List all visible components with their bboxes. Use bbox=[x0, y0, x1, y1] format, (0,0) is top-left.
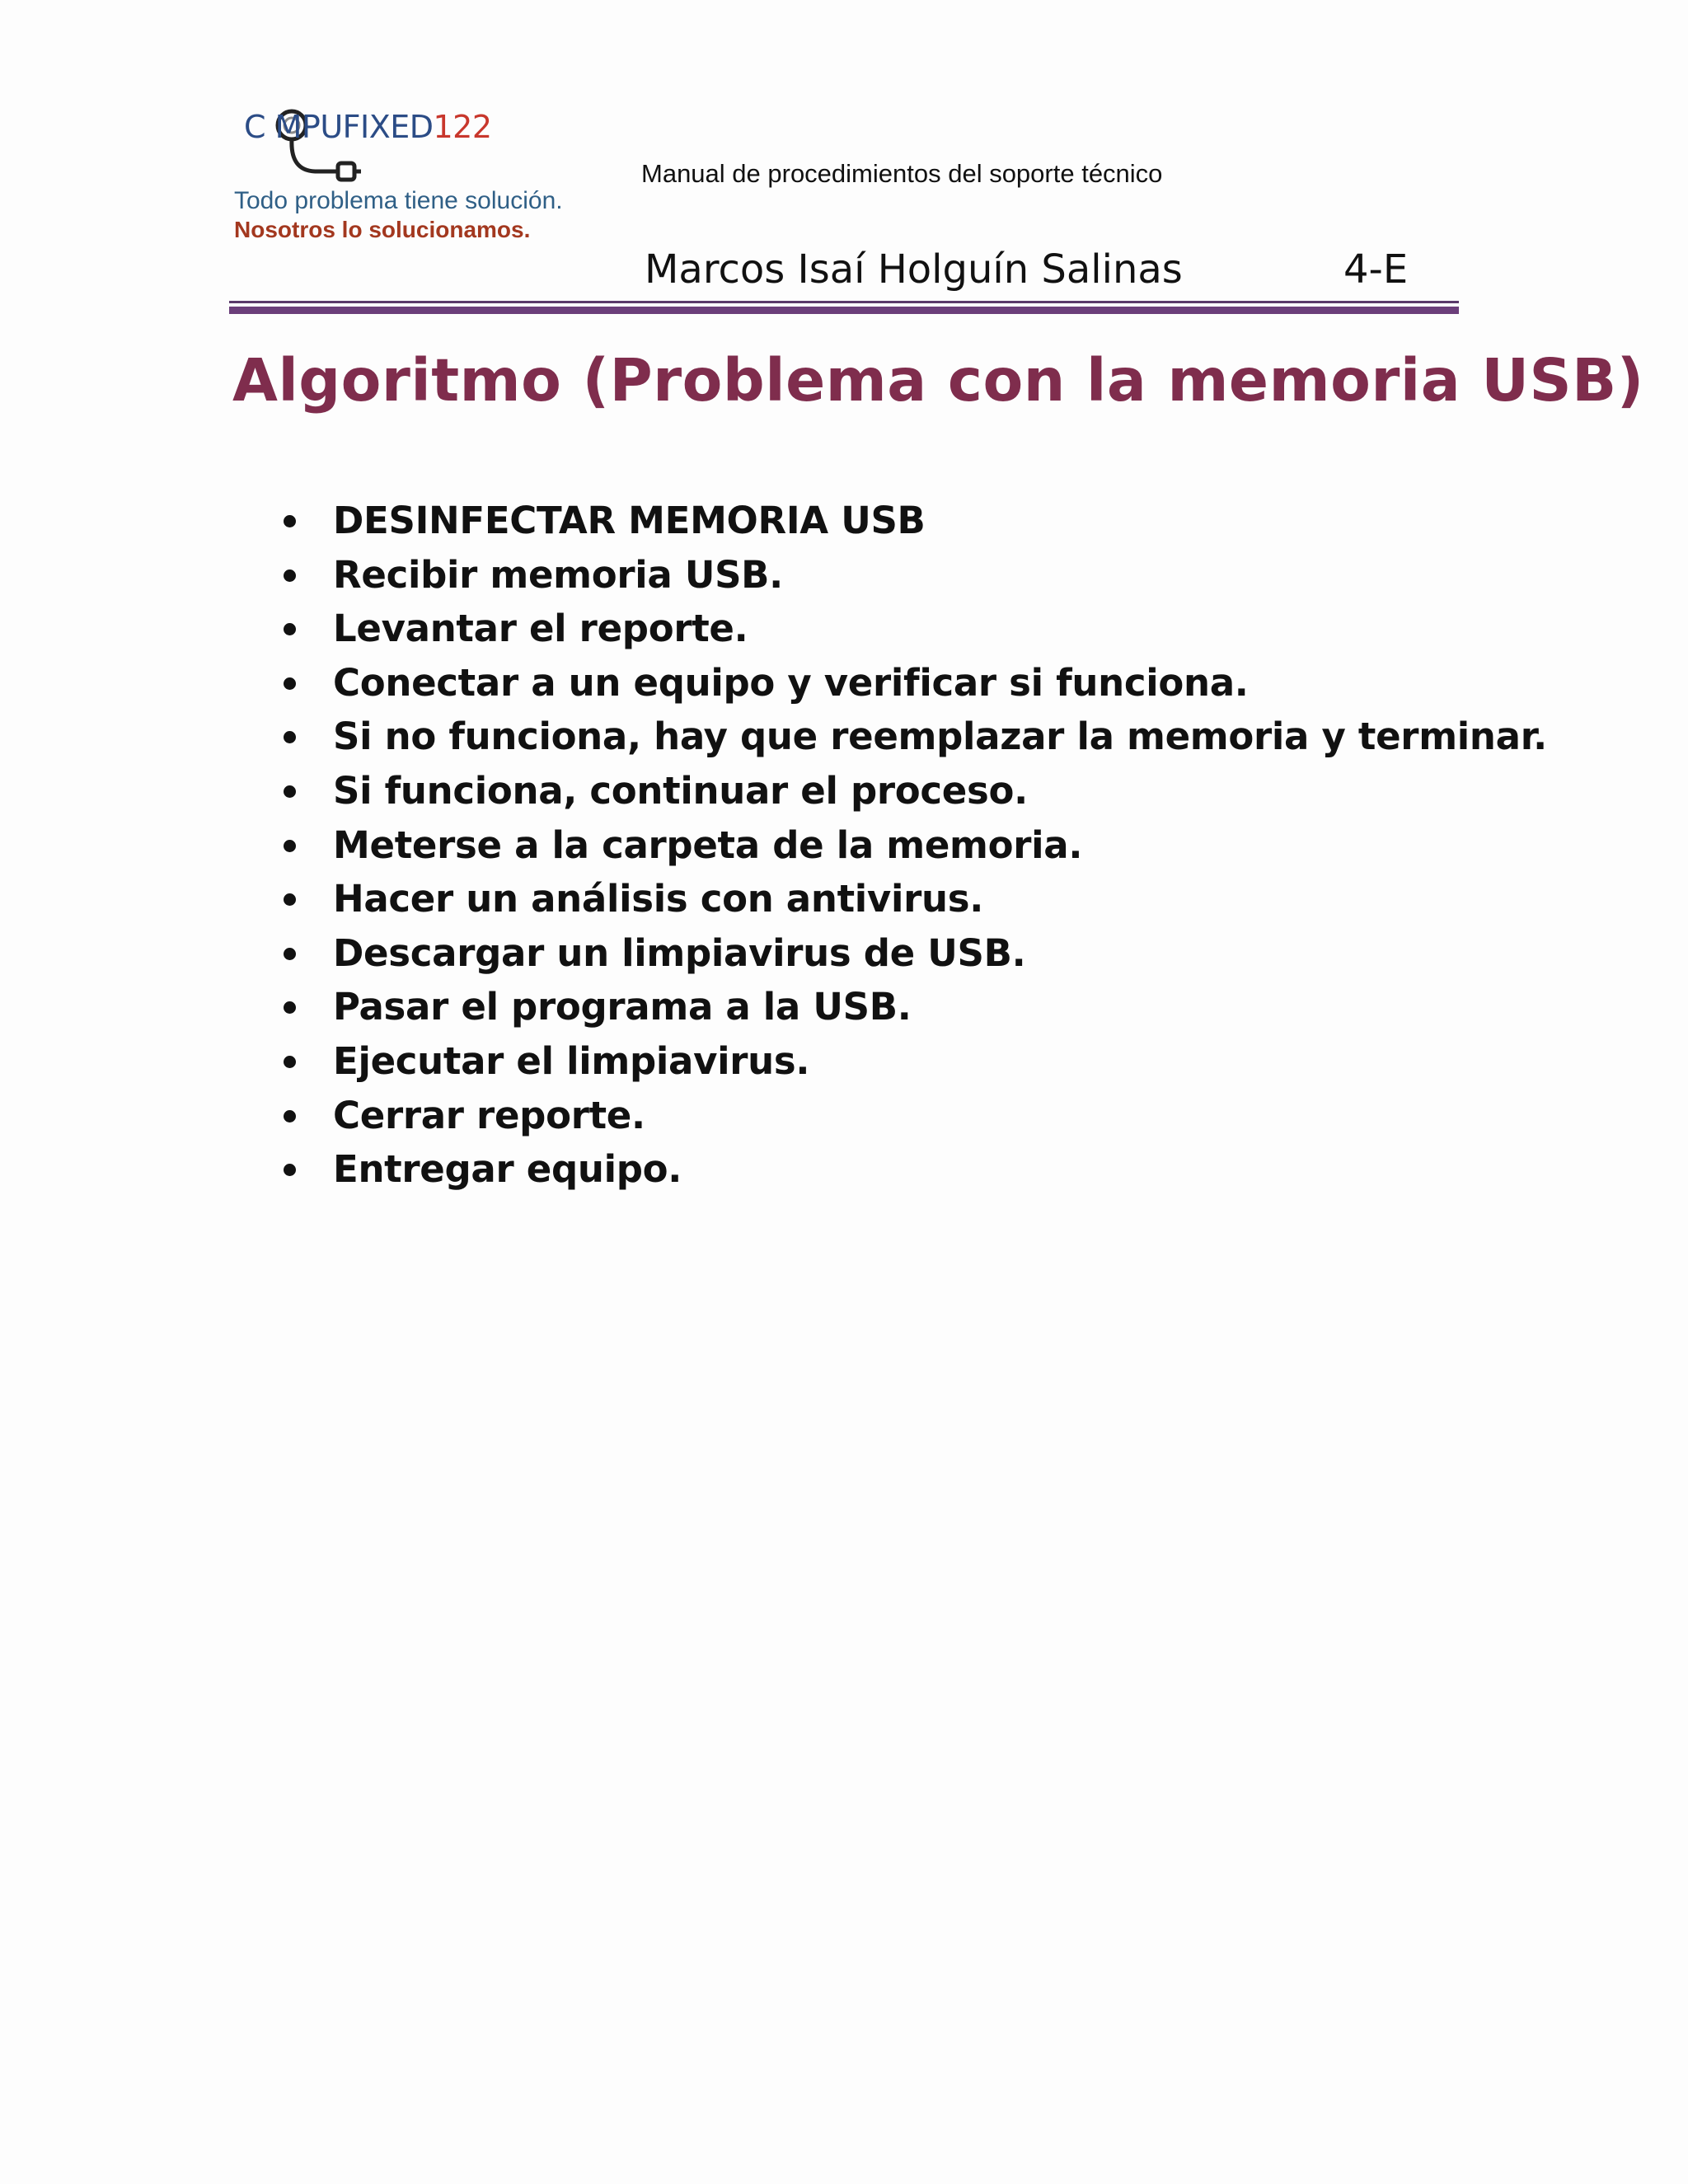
step-text: Cerrar reporte. bbox=[333, 1093, 645, 1137]
header-divider-thick bbox=[229, 307, 1459, 314]
list-item bbox=[280, 604, 1547, 658]
bullet-icon bbox=[284, 731, 296, 743]
step-text: Si funciona, continuar el proceso. bbox=[333, 768, 1028, 813]
tagline-line-1: Todo problema tiene solución. bbox=[234, 187, 563, 214]
bullet-icon bbox=[284, 840, 296, 852]
list-item bbox=[280, 496, 1547, 551]
list-item bbox=[280, 874, 1547, 929]
group-label: 4-E bbox=[1343, 246, 1409, 293]
step-text: Entregar equipo. bbox=[333, 1147, 682, 1192]
author-name: Marcos Isaí Holguín Salinas bbox=[645, 246, 1183, 293]
bullet-icon bbox=[284, 1056, 296, 1068]
bullet-icon bbox=[284, 569, 296, 582]
logo-number: 122 bbox=[433, 109, 492, 145]
step-text: Recibir memoria USB. bbox=[333, 552, 783, 597]
page-title: Algoritmo (Problema con la memoria USB) bbox=[232, 346, 1644, 415]
step-text: Conectar a un equipo y verificar si funciona. bbox=[333, 660, 1249, 705]
company-logo bbox=[236, 92, 565, 191]
logo-word: C MPUFIXED bbox=[244, 109, 434, 145]
list-item bbox=[280, 982, 1547, 1037]
step-text: Meterse a la carpeta de la memoria. bbox=[333, 823, 1083, 867]
list-item bbox=[280, 1037, 1547, 1091]
bullet-icon bbox=[284, 1110, 296, 1122]
bullet-icon bbox=[284, 1164, 296, 1176]
step-text: Hacer un análisis con antivirus. bbox=[333, 877, 983, 921]
list-item bbox=[280, 821, 1547, 875]
bullet-icon bbox=[284, 785, 296, 798]
tagline-line-2: Nosotros lo solucionamos. bbox=[234, 217, 531, 242]
list-item bbox=[280, 551, 1547, 605]
step-text: Pasar el programa a la USB. bbox=[333, 985, 912, 1029]
manual-title: Manual de procedimientos del soporte técnico bbox=[641, 159, 1163, 188]
algorithm-steps-list bbox=[280, 496, 1547, 1199]
list-item bbox=[280, 1091, 1547, 1146]
step-text: Levantar el reporte. bbox=[333, 607, 748, 651]
bullet-icon bbox=[284, 948, 296, 960]
step-text: Descargar un limpiavirus de USB. bbox=[333, 930, 1026, 975]
bullet-icon bbox=[284, 515, 296, 527]
bullet-icon bbox=[284, 1001, 296, 1014]
list-item bbox=[280, 1145, 1547, 1199]
header-divider-thin bbox=[229, 301, 1459, 303]
list-item bbox=[280, 712, 1547, 766]
bullet-icon bbox=[284, 623, 296, 635]
list-item bbox=[280, 658, 1547, 713]
logo-wordmark bbox=[244, 109, 492, 145]
bullet-icon bbox=[284, 677, 296, 690]
list-item bbox=[280, 929, 1547, 983]
step-text: Si no funciona, hay que reemplazar la memoria y terminar. bbox=[333, 715, 1547, 759]
step-text: DESINFECTAR MEMORIA USB bbox=[333, 499, 926, 542]
list-item bbox=[280, 766, 1547, 821]
bullet-icon bbox=[284, 893, 296, 906]
step-text: Ejecutar el limpiavirus. bbox=[333, 1038, 810, 1083]
